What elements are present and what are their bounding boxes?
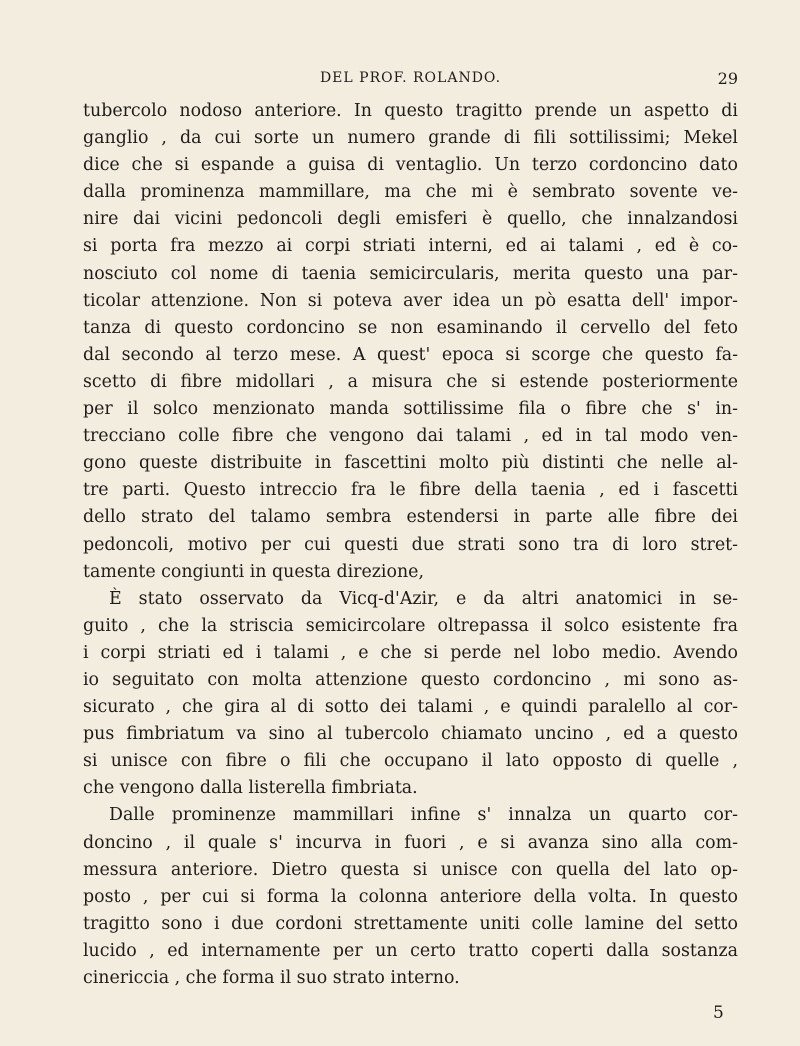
text-line: io seguitato con molta attenzione questo cordoncino , mi sono as- xyxy=(83,669,738,690)
text-line: lucido , ed internamente per un certo tratto coperti dalla sostanza xyxy=(83,940,738,961)
text-line: tubercolo nodoso anteriore. In questo tragitto prende un aspetto di xyxy=(83,101,738,121)
running-title: DEL PROF. ROLANDO. xyxy=(319,70,502,86)
text-line: dice che si espande a guisa di ventaglio. Un terzo cordoncino dato xyxy=(83,155,738,176)
text-line: che vengono dalla listerella fimbriata. xyxy=(83,778,418,799)
text-line: tragitto sono i due cordoni strettamente uniti colle lamine del setto xyxy=(83,913,738,934)
text-line: messura anteriore. Dietro questa si unisce con quella del lato op- xyxy=(83,859,738,880)
text-line: nosciuto col nome di taenia semicircularis, merita questo una par- xyxy=(83,263,738,284)
text-line: ticolar attenzione. Non si poteva aver idea un pò esatta dell' impor- xyxy=(83,290,738,311)
page-number: 29 xyxy=(717,69,738,88)
text-line: guito , che la striscia semicircolare oltrepassa il solco esistente fra xyxy=(83,615,738,636)
text-line: per il solco menzionato manda sottilissime fila o fibre che s' in- xyxy=(83,399,738,420)
text-line: gono queste distribuite in fascettini molto più distinti che nelle al- xyxy=(83,453,738,474)
text-line: cinericcia , che forma il suo strato interno. xyxy=(83,968,460,988)
text-line: tre parti. Questo intreccio fra le fibre della taenia , ed i fascetti xyxy=(83,480,738,501)
text-line: sicurato , che gira al di sotto dei talami , e quindi paralello al cor- xyxy=(83,697,738,718)
signature-mark: 5 xyxy=(713,1003,724,1023)
page-header xyxy=(83,70,738,94)
text-line: si porta fra mezzo ai corpi striati interni, ed ai talami , ed è co- xyxy=(83,236,738,257)
text-line: nire dai vicini pedoncoli degli emisferi è quello, che innalzandosi xyxy=(83,209,738,230)
text-line: ganglio , da cui sorte un numero grande di fili sottilissimi; Mekel xyxy=(83,128,738,149)
text-line: pedoncoli, motivo per cui questi due strati sono tra di loro stret- xyxy=(83,534,738,555)
text-line: posto , per cui si forma la colonna anteriore della volta. In questo xyxy=(83,886,738,907)
text-line: tamente congiunti in questa direzione, xyxy=(83,561,424,582)
text-line: doncino , il quale s' incurva in fuori , e si avanza sino alla com- xyxy=(83,832,738,853)
text-line: trecciano colle fibre che vengono dai talami , ed in tal modo ven- xyxy=(83,426,738,447)
body-text xyxy=(83,98,738,992)
text-line: È stato osservato da Vicq-d'Azir, e da altri anatomici in se- xyxy=(109,588,738,609)
text-line: dalla prominenza mammillare, ma che mi è sembrato sovente ve- xyxy=(83,182,738,203)
text-line: Dalle prominenze mammillari infine s' innalza un quarto cor- xyxy=(109,805,738,826)
text-line: dal secondo al terzo mese. A quest' epoca si scorge che questo fa- xyxy=(83,344,738,365)
text-line: si unisce con fibre o fili che occupano il lato opposto di quelle , xyxy=(83,751,738,772)
text-line: tanza di questo cordoncino se non esaminando il cervello del feto xyxy=(83,317,738,338)
text-line: scetto di fibre midollari , a misura che si estende posteriormente xyxy=(83,371,738,392)
text-line: i corpi striati ed i talami , e che si perde nel lobo medio. Avendo xyxy=(83,642,738,663)
text-line: pus fimbriatum va sino al tubercolo chiamato uncino , ed a questo xyxy=(83,724,738,745)
text-line: dello strato del talamo sembra estendersi in parte alle fibre dei xyxy=(83,507,738,528)
